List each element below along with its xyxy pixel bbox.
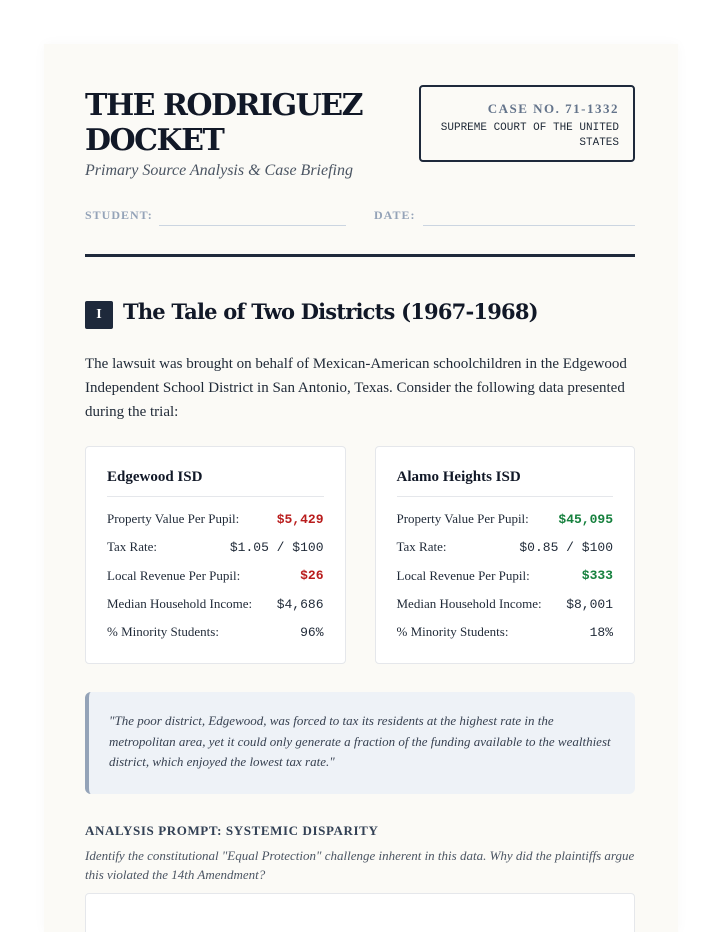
stat-value: $26 [300,568,324,584]
student-label: STUDENT: [85,208,153,222]
stat-value: $45,095 [558,511,613,527]
stat-value: $333 [581,568,613,584]
district-card-alamo-heights [375,446,636,664]
district-comparison [85,446,635,664]
case-number: CASE NO. 71-1332 [487,101,619,116]
stat-value: 18% [589,624,613,640]
stat-label: Property Value Per Pupil: [107,511,240,527]
stat-row [107,562,324,590]
district-name: Edgewood ISD [107,469,324,497]
header-divider [85,254,635,257]
stat-row [397,533,614,561]
stat-row [107,618,324,646]
worksheet-header [85,44,635,255]
stat-label: % Minority Students: [107,624,219,640]
stat-label: Tax Rate: [396,539,447,555]
stat-label: Local Revenue Per Pupil: [396,567,530,583]
district-name: Alamo Heights ISD [397,469,614,497]
stat-value: $5,429 [276,511,324,527]
stat-value: $4,686 [276,596,324,612]
stat-row [397,562,614,590]
page-title: THE RODRIGUEZ DOCKET [85,88,363,158]
stat-label: Median Household Income: [107,596,253,612]
district-card-edgewood [85,446,346,664]
worksheet-page [44,44,678,932]
stat-row [397,590,614,618]
date-label: DATE: [374,208,416,222]
stat-row [107,505,324,533]
stat-value: 96% [300,624,324,640]
stat-value: $0.85 / $100 [519,539,613,555]
stat-label: Property Value Per Pupil: [396,511,529,527]
answer-field[interactable] [85,893,635,932]
student-name-field[interactable] [159,225,346,226]
case-number-box [419,85,635,162]
date-field[interactable] [423,225,635,226]
court-name: SUPREME COURT OF THE UNITED STATES [440,122,619,149]
analysis-prompt-heading: ANALYSIS PROMPT: SYSTEMIC DISPARITY [85,823,379,838]
stat-label: Tax Rate: [107,539,157,555]
student-date-row [85,208,635,232]
section-title: The Tale of Two Districts (1967-1968) [123,299,538,324]
stat-row [397,618,614,646]
section-heading [85,300,635,330]
trial-quote: "The poor district, Edgewood, was forced to tax its residents at the highest rate in the metropolitan area, yet it could only generate a fraction of the funding available to the wealthiest district, which enjoyed the lowest tax rate." [85,692,635,794]
stat-row [107,533,324,561]
analysis-prompt-text: Identify the constitutional "Equal Protection" challenge inherent in this data. Why did the plaintiffs argue this violated the 14th Amendment? [85,848,635,882]
page-subtitle: Primary Source Analysis & Case Briefing [85,162,353,179]
stat-label: Median Household Income: [396,596,542,612]
stat-row [107,590,324,618]
section-intro: The lawsuit was brought on behalf of Mexican-American schoolchildren in the Edgewood Independent School District in San Antonio, Texas. Consider the following data presented during the trial: [85,356,627,420]
section-number-badge: I [85,301,113,329]
stat-value: $1.05 / $100 [229,539,324,555]
stat-value: $8,001 [566,596,613,612]
stat-row [397,505,614,533]
stat-label: Local Revenue Per Pupil: [107,567,241,583]
stat-label: % Minority Students: [396,624,509,640]
